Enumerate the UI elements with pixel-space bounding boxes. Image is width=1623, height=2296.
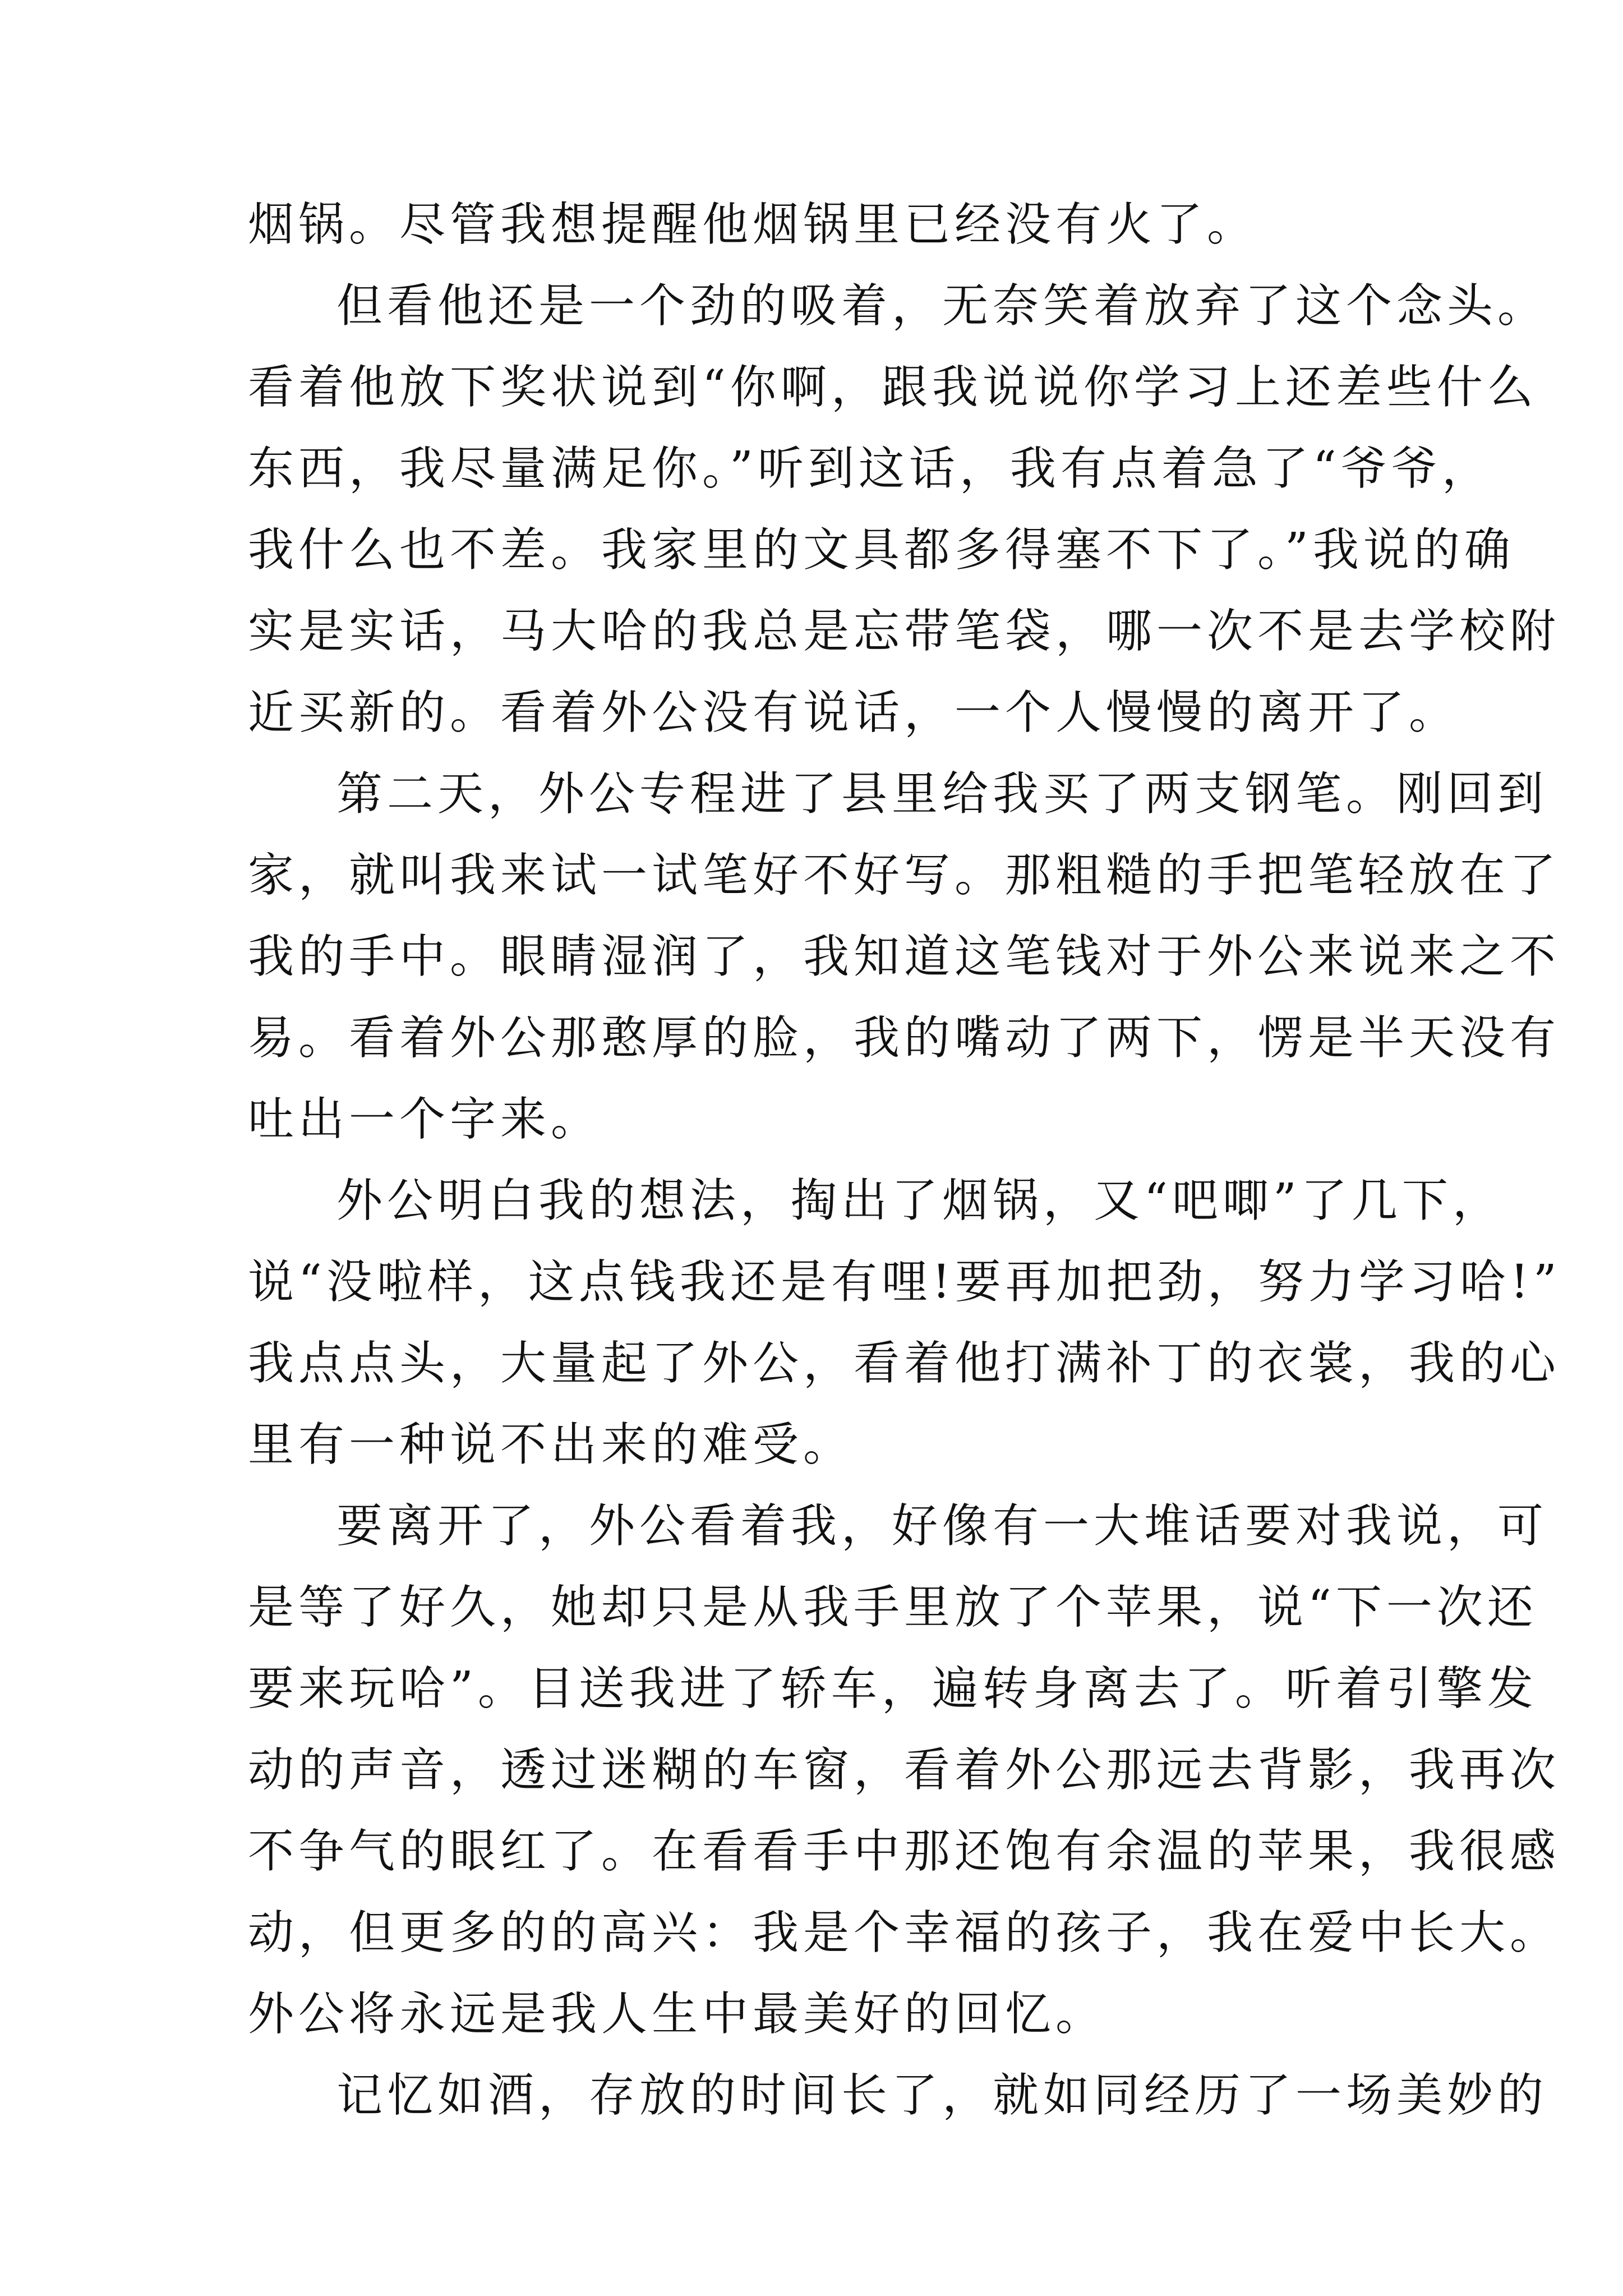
body-text [248, 184, 1561, 2136]
text-line: 近买新的。看着外公没有说话，一个人慢慢的离开了。 [248, 686, 1460, 739]
text-line: 动，但更多的的高兴：我是个幸福的孩子，我在爱中长大。 [248, 1906, 1561, 1959]
text-line: 记忆如酒，存放的时间长了，就如同经历了一场美妙的 [336, 2069, 1548, 2122]
text-line: 易。看着外公那憨厚的脸，我的嘴动了两下，愣是半天没有 [248, 1011, 1561, 1065]
text-line: 说“没啦样，这点钱我还是有哩!要再加把劲，努力学习哈!” [248, 1255, 1561, 1309]
text-line: 烟锅。尽管我想提醒他烟锅里已经没有火了。 [248, 198, 1258, 251]
text-line: 看着他放下奖状说到“你啊，跟我说说你学习上还差些什么 [248, 361, 1538, 414]
text-line: 动的声音，透过迷糊的车窗，看着外公那远去背影，我再次 [248, 1743, 1561, 1797]
text-line: 我什么也不差。我家里的文具都多得塞不下了。”我说的确 [248, 523, 1515, 577]
text-line: 不争气的眼红了。在看看手中那还饱有余温的苹果，我很感 [248, 1825, 1561, 1878]
text-line: 东西，我尽量满足你。”听到这话，我有点着急了“爷爷， [248, 442, 1492, 495]
text-line: 外公明白我的想法，掏出了烟锅，又“吧唧”了几下， [336, 1174, 1503, 1227]
text-line: 吐出一个字来。 [248, 1093, 602, 1146]
text-line: 实是实话，马大哈的我总是忘带笔袋，哪一次不是去学校附 [248, 605, 1561, 658]
text-line: 要离开了，外公看着我，好像有一大堆话要对我说，可 [336, 1499, 1548, 1553]
text-line: 外公将永远是我人生中最美好的回忆。 [248, 1987, 1106, 2041]
text-line: 我点点头，大量起了外公，看着他打满补丁的衣裳，我的心 [248, 1337, 1561, 1390]
text-line: 里有一种说不出来的难受。 [248, 1418, 854, 1471]
text-line: 要来玩哈”。目送我进了轿车，遍转身离去了。听着引擎发 [248, 1662, 1538, 1715]
text-line: 我的手中。眼睛湿润了，我知道这笔钱对于外公来说来之不 [248, 930, 1561, 983]
text-line: 是等了好久，她却只是从我手里放了个苹果，说“下一次还 [248, 1581, 1538, 1634]
text-line: 但看他还是一个劲的吸着，无奈笑着放弃了这个念头。 [336, 279, 1548, 333]
text-line: 第二天，外公专程进了县里给我买了两支钢笔。刚回到 [336, 767, 1548, 821]
text-line: 家，就叫我来试一试笔好不好写。那粗糙的手把笔轻放在了 [248, 849, 1561, 902]
